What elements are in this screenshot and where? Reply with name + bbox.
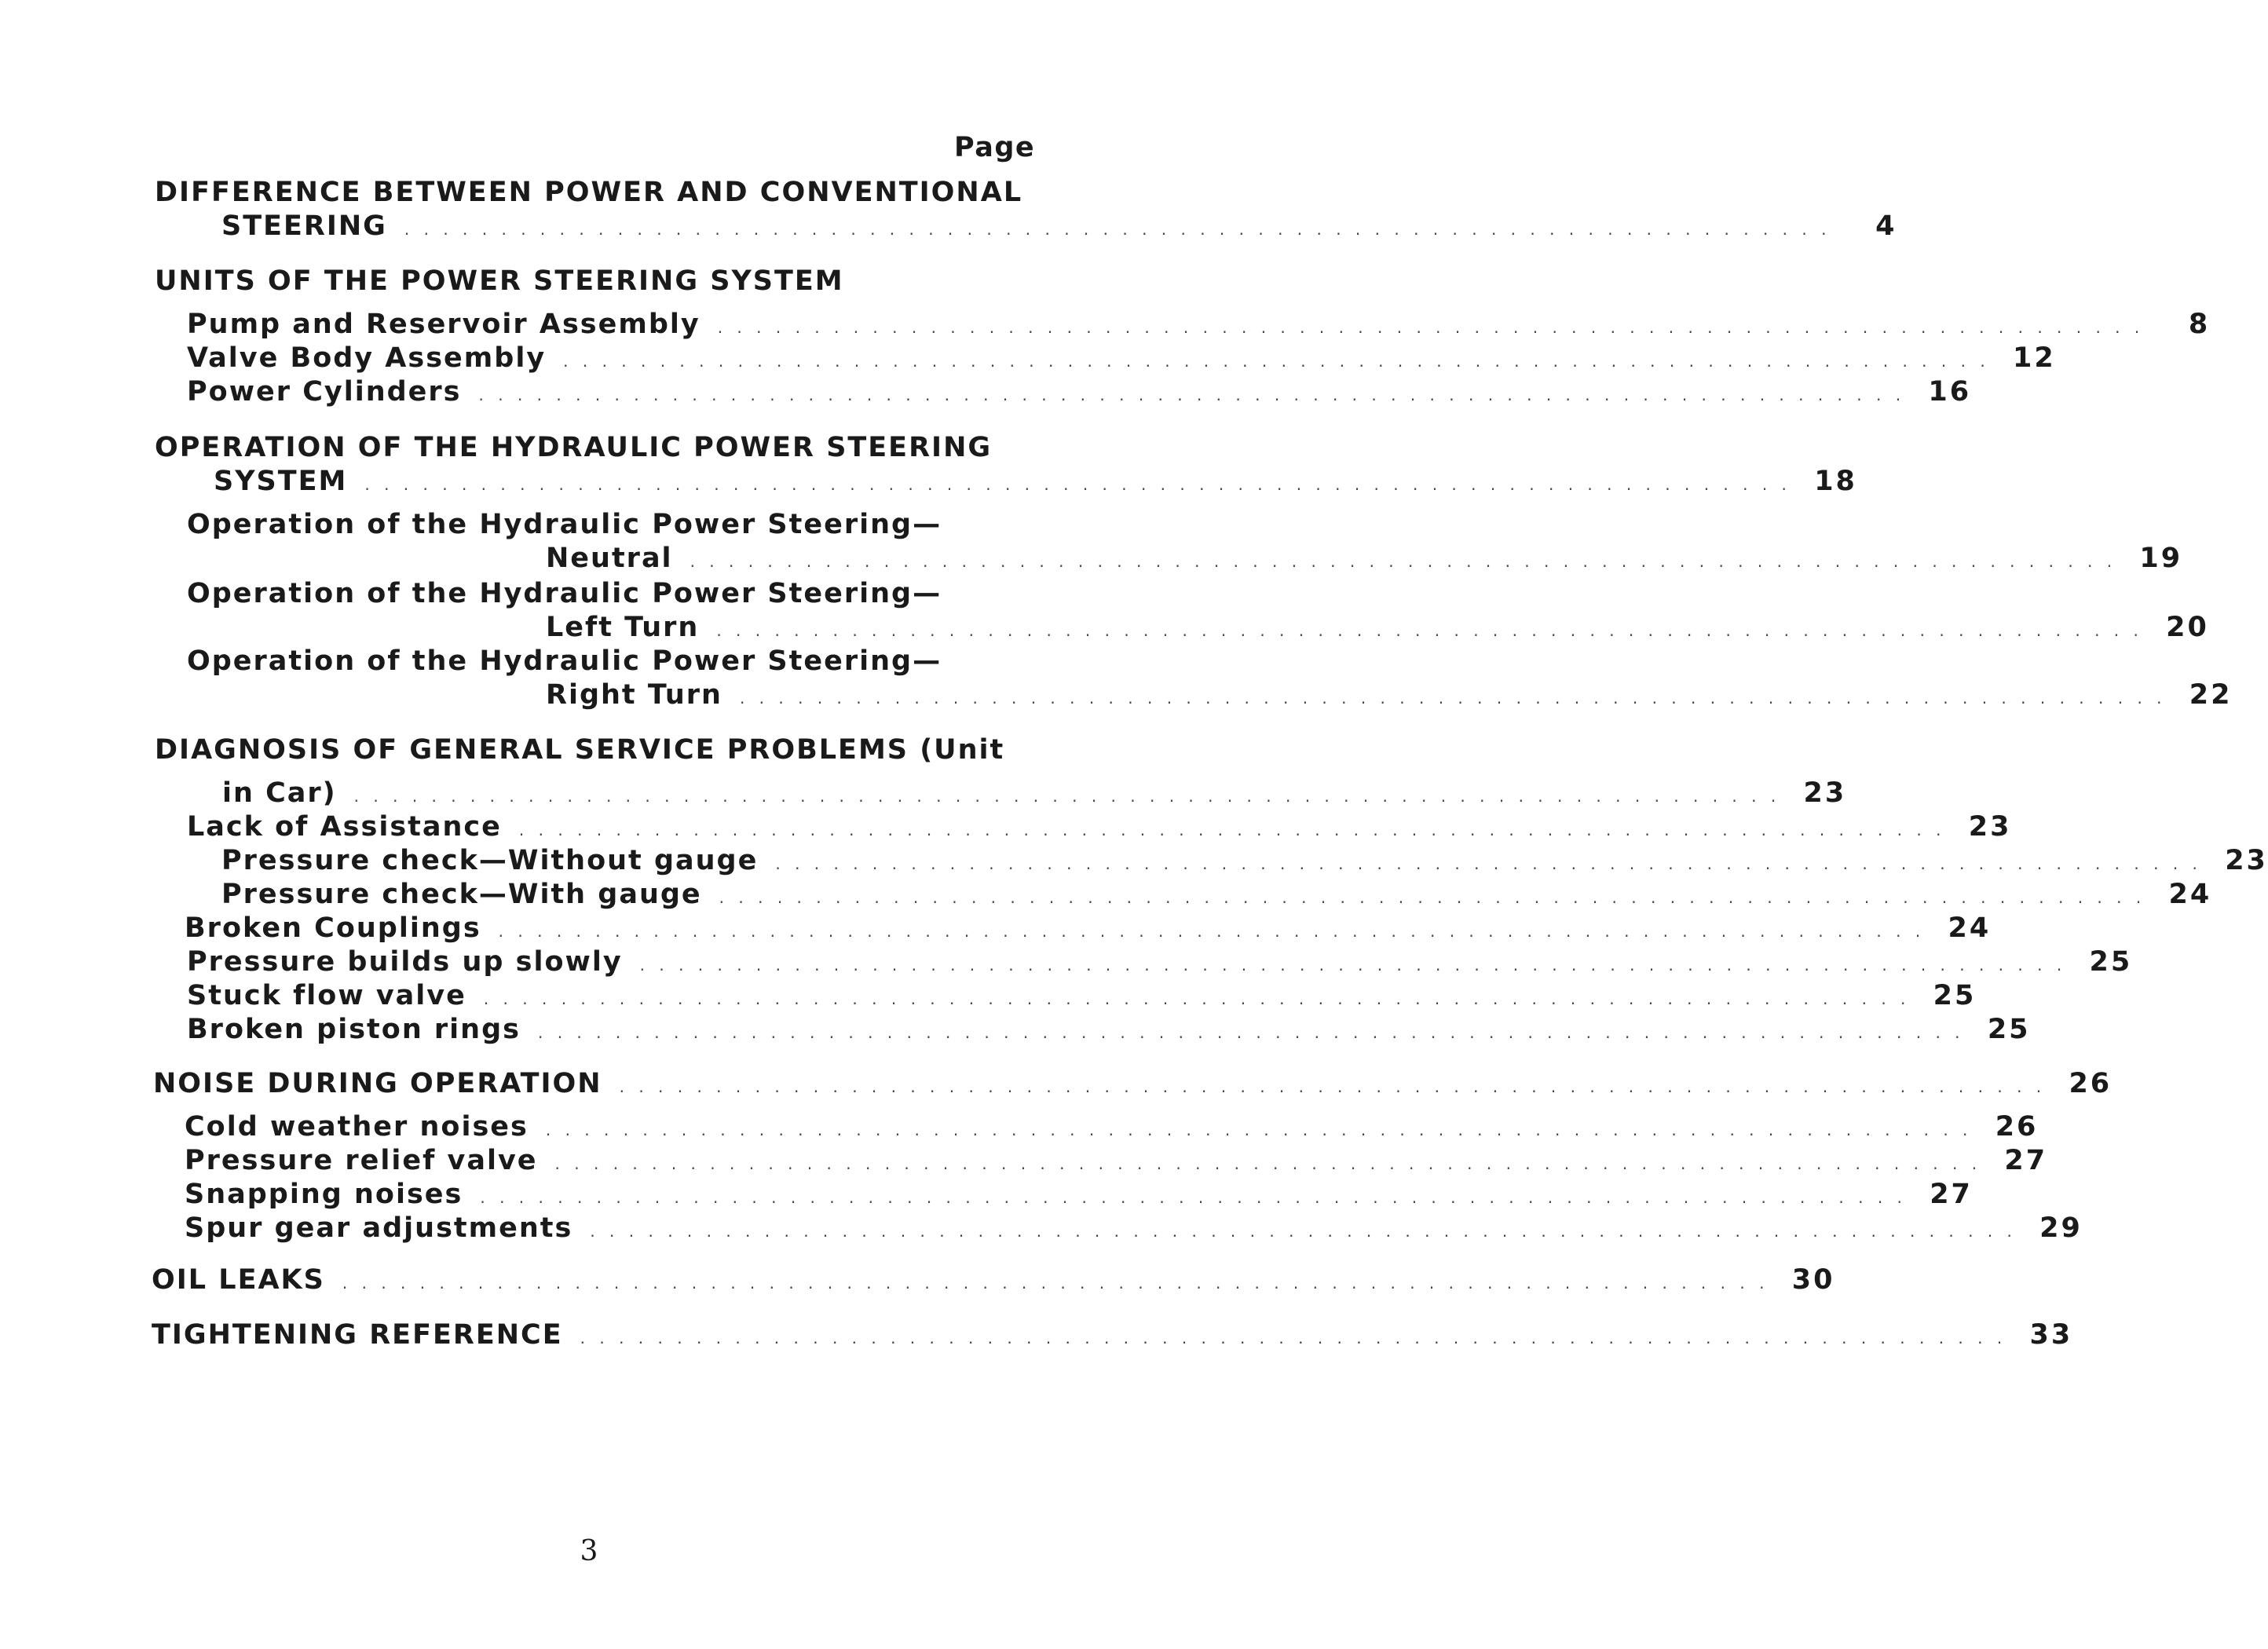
dot-leader: . . . . . . . . . . . . . . . . . . . . . . . . . . . . . . . . . . . . . . . . . . . . . . . . . . . . . . . . . . . . . . . . . . . . . . . . . . [563, 352, 1990, 371]
dot-leader: . . . . . . . . . . . . . . . . . . . . . . . . . . . . . . . . . . . . . . . . . . . . . . . . . . . . . . . . . . . . . . . . . . . . . . . . . . [537, 1023, 1965, 1042]
entry-page-number: 26 [1995, 1111, 2039, 1143]
entry-page-number: 8 [2188, 309, 2211, 340]
dot-leader: . . . . . . . . . . . . . . . . . . . . . . . . . . . . . . . . . . . . . . . . . . . . . . . . . . . . . . . . . . . . . . . . . . . . . . . . . . [483, 989, 1911, 1008]
entry-title: OIL LEAKS [152, 1264, 325, 1296]
toc-entry [155, 261, 844, 301]
entry-title: in Car) [222, 777, 337, 809]
toc-entry [546, 539, 2183, 578]
entry-title: Broken piston rings [187, 1014, 521, 1045]
toc-entry [187, 1010, 2031, 1049]
entry-page-number: 24 [1948, 912, 1992, 944]
entry-title: UNITS OF THE POWER STEERING SYSTEM [155, 265, 844, 297]
entry-title: Left Turn [546, 612, 700, 643]
entry-title: Power Cylinders [187, 376, 462, 408]
entry-title: Stuck flow valve [187, 980, 466, 1011]
entry-title: Lack of Assistance [187, 811, 502, 843]
toc-entry [153, 1064, 2113, 1103]
entry-page-number: 22 [2189, 679, 2233, 711]
dot-leader: . . . . . . . . . . . . . . . . . . . . . . . . . . . . . . . . . . . . . . . . . . . . . . . . . . . . . . . . . . . . . . . . . . . . . . . . . . [739, 689, 2167, 707]
dot-leader: . . . . . . . . . . . . . . . . . . . . . . . . . . . . . . . . . . . . . . . . . . . . . . . . . . . . . . . . . . . . . . . . . . . . . . . . . . [716, 621, 2143, 640]
entry-title: Neutral [546, 543, 673, 574]
dot-leader: . . . . . . . . . . . . . . . . . . . . . . . . . . . . . . . . . . . . . . . . . . . . . . . . . . . . . . . . . . . . . . . . . . . . . . . . . . [364, 475, 1791, 494]
entry-page-number: 16 [1928, 376, 1972, 408]
dot-leader: . . . . . . . . . . . . . . . . . . . . . . . . . . . . . . . . . . . . . . . . . . . . . . . . . . . . . . . . . . . . . . . . . . . . . . . . . . [342, 1274, 1769, 1293]
page-column-header: Page [954, 132, 1036, 163]
entry-title: DIAGNOSIS OF GENERAL SERVICE PROBLEMS (Unit [155, 734, 1005, 766]
entry-page-number: 25 [1987, 1014, 2031, 1045]
dot-leader: . . . . . . . . . . . . . . . . . . . . . . . . . . . . . . . . . . . . . . . . . . . . . . . . . . . . . . . . . . . . . . . . . . . . . . . . . . [554, 1154, 1982, 1173]
entry-page-number: 30 [1791, 1264, 1835, 1296]
entry-title: Valve Body Assembly [187, 342, 547, 374]
entry-page-number: 23 [1803, 777, 1847, 809]
page-number: 3 [580, 1535, 598, 1567]
entry-title: STEERING [221, 210, 387, 242]
entry-page-number: 12 [2012, 342, 2056, 374]
entry-page-number: 27 [1930, 1179, 1973, 1210]
dot-leader: . . . . . . . . . . . . . . . . . . . . . . . . . . . . . . . . . . . . . . . . . . . . . . . . . . . . . . . . . . . . . . . . . . . . . . . . . . [353, 787, 1781, 806]
entry-title: OPERATION OF THE HYDRAULIC POWER STEERING [155, 432, 993, 463]
entry-page-number: 4 [1875, 210, 1897, 242]
entry-page-number: 23 [2225, 845, 2268, 876]
entry-title: TIGHTENING REFERENCE [152, 1319, 563, 1351]
entry-page-number: 18 [1814, 466, 1857, 497]
entry-page-number: 25 [2089, 946, 2133, 978]
toc-entry [214, 462, 1857, 501]
entry-title: Snapping noises [185, 1179, 463, 1210]
dot-leader: . . . . . . . . . . . . . . . . . . . . . . . . . . . . . . . . . . . . . . . . . . . . . . . . . . . . . . . . . . . . . . . . . . . . . . . . . . [480, 1188, 1907, 1207]
entry-title: Pressure check—Without gauge [221, 845, 759, 876]
entry-page-number: 29 [2039, 1212, 2083, 1244]
dot-leader: . . . . . . . . . . . . . . . . . . . . . . . . . . . . . . . . . . . . . . . . . . . . . . . . . . . . . . . . . . . . . . . . . . . . . . . . . . [639, 956, 2067, 974]
toc-entry [155, 730, 1004, 770]
entry-page-number: 25 [1933, 980, 1977, 1011]
entry-page-number: 33 [2029, 1319, 2073, 1351]
toc-entry [546, 675, 2233, 715]
entry-title: Pressure relief valve [185, 1145, 538, 1176]
dot-leader: . . . . . . . . . . . . . . . . . . . . . . . . . . . . . . . . . . . . . . . . . . . . . . . . . . . . . . . . . . . . . . . . . . . . . . . . . . [404, 220, 1831, 239]
dot-leader: . . . . . . . . . . . . . . . . . . . . . . . . . . . . . . . . . . . . . . . . . . . . . . . . . . . . . . . . . . . . . . . . . . . . . . . . . . [690, 552, 2117, 571]
toc-entry [185, 1208, 2083, 1248]
entry-title: SYSTEM [214, 466, 348, 497]
dot-leader: . . . . . . . . . . . . . . . . . . . . . . . . . . . . . . . . . . . . . . . . . . . . . . . . . . . . . . . . . . . . . . . . . . . . . . . . . . [619, 1077, 2047, 1096]
entry-title: Right Turn [546, 679, 722, 711]
entry-page-number: 20 [2166, 612, 2209, 643]
entry-title: Operation of the Hydraulic Power Steering— [187, 509, 942, 540]
entry-page-number: 24 [2168, 879, 2212, 910]
toc-entry [152, 1315, 2073, 1355]
dot-leader: . . . . . . . . . . . . . . . . . . . . . . . . . . . . . . . . . . . . . . . . . . . . . . . . . . . . . . . . . . . . . . . . . . . . . . . . . . [580, 1329, 2007, 1347]
toc-entry [187, 372, 1972, 411]
dot-leader: . . . . . . . . . . . . . . . . . . . . . . . . . . . . . . . . . . . . . . . . . . . . . . . . . . . . . . . . . . . . . . . . . . . . . . . . . . [518, 821, 1946, 839]
toc-entry [221, 207, 1897, 246]
dot-leader: . . . . . . . . . . . . . . . . . . . . . . . . . . . . . . . . . . . . . . . . . . . . . . . . . . . . . . . . . . . . . . . . . . . . . . . . . . [545, 1121, 1973, 1139]
entry-title: Pressure builds up slowly [187, 946, 623, 978]
entry-title: Cold weather noises [185, 1111, 529, 1143]
dot-leader: . . . . . . . . . . . . . . . . . . . . . . . . . . . . . . . . . . . . . . . . . . . . . . . . . . . . . . . . . . . . . . . . . . . . . . . . . . [478, 386, 1906, 404]
entry-page-number: 19 [2139, 543, 2183, 574]
entry-title: DIFFERENCE BETWEEN POWER AND CONVENTIONAL [155, 177, 1023, 208]
dot-leader: . . . . . . . . . . . . . . . . . . . . . . . . . . . . . . . . . . . . . . . . . . . . . . . . . . . . . . . . . . . . . . . . . . . . . . . . . . [775, 854, 2202, 873]
dot-leader: . . . . . . . . . . . . . . . . . . . . . . . . . . . . . . . . . . . . . . . . . . . . . . . . . . . . . . . . . . . . . . . . . . . . . . . . . . [719, 888, 2146, 907]
dot-leader: . . . . . . . . . . . . . . . . . . . . . . . . . . . . . . . . . . . . . . . . . . . . . . . . . . . . . . . . . . . . . . . . . . . . . . . . . . [498, 922, 1926, 941]
entry-title: Broken Couplings [185, 912, 481, 944]
entry-page-number: 26 [2069, 1068, 2113, 1099]
entry-title: Pump and Reservoir Assembly [187, 309, 701, 340]
entry-title: Pressure check—With gauge [221, 879, 702, 910]
entry-title: Operation of the Hydraulic Power Steering— [187, 578, 942, 609]
dot-leader: . . . . . . . . . . . . . . . . . . . . . . . . . . . . . . . . . . . . . . . . . . . . . . . . . . . . . . . . . . . . . . . . . . . . . . . . . . [590, 1222, 2017, 1241]
entry-title: NOISE DURING OPERATION [153, 1068, 602, 1099]
toc-entry [152, 1260, 1835, 1300]
entry-title: Spur gear adjustments [185, 1212, 573, 1244]
entry-title: Operation of the Hydraulic Power Steering— [187, 645, 942, 677]
entry-page-number: 27 [2004, 1145, 2048, 1176]
entry-page-number: 23 [1968, 811, 2012, 843]
dot-leader: . . . . . . . . . . . . . . . . . . . . . . . . . . . . . . . . . . . . . . . . . . . . . . . . . . . . . . . . . . . . . . . . . . . . . . . . . . [717, 318, 2145, 337]
